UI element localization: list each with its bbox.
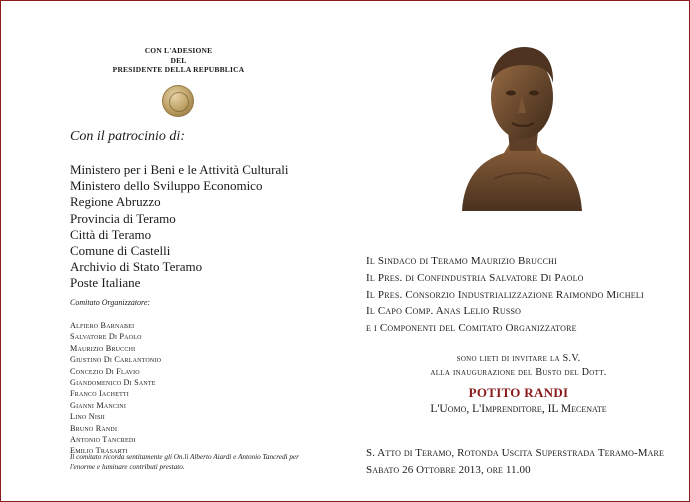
patronage-list	[70, 162, 288, 292]
endorsement-line: DEL	[170, 55, 187, 65]
committee-label: Comitato Organizzatore:	[70, 298, 151, 307]
event-datetime: Sabato 26 Ottobre 2013, ore 11.00	[366, 463, 531, 476]
patronage-label: Con il patrocinio di:	[70, 129, 185, 144]
patron-item: Regione Abruzzo	[70, 194, 161, 210]
patron-item: Città di Teramo	[70, 226, 152, 242]
patron-item: Archivio di Stato Teramo	[70, 259, 203, 275]
committee-member: Salvatore Di Paolo	[70, 332, 142, 342]
committee-member: Bruno Randi	[70, 423, 118, 433]
invite-line: sono lieti di invitare la S.V.	[456, 353, 581, 364]
invite-line: alla inaugurazione del Busto del Dott.	[430, 366, 607, 378]
host-line: Il Capo Comp. Anas Lelio Russo	[366, 305, 522, 318]
acknowledgement-note: Il comitato ricorda sentitamente gli On.li Alberto Aiardi e Antonio Tancredi per l'enorme e luminare contributi prestato.	[70, 453, 299, 471]
right-panel	[346, 1, 689, 501]
committee-member: Lino Nisii	[70, 412, 105, 422]
endorsement-line: PRESIDENTE DELLA REPUBBLICA	[112, 65, 245, 74]
host-line: Il Pres. Consorzio Industrializzazione Raimondo Micheli	[366, 288, 644, 301]
endorsement-line: CON L'ADESIONE	[144, 46, 213, 55]
honoree-tagline: L'Uomo, L'Imprenditore, IL Mecenate	[430, 403, 607, 415]
invitation-text	[366, 352, 671, 379]
committee-member: Franco Iachetti	[70, 389, 129, 399]
patron-item: Comune di Castelli	[70, 243, 171, 259]
patron-item: Ministero per i Beni e le Attività Culturali	[70, 162, 289, 177]
committee-list	[70, 320, 161, 457]
committee-member: Gianni Mancini	[70, 400, 127, 410]
event-location: S. Atto di Teramo, Rotonda Uscita Superstrada Teramo-Mare	[366, 447, 664, 459]
host-line: Il Sindaco di Teramo Maurizio Brucchi	[366, 255, 558, 267]
committee-member: Antonio Tancredi	[70, 435, 136, 445]
committee-member: Alfiero Barnabei	[70, 321, 135, 330]
left-panel	[1, 1, 346, 501]
event-details	[366, 445, 681, 478]
committee-member: Concezio Di Flavio	[70, 366, 140, 376]
presidential-seal-icon	[162, 85, 194, 117]
committee-member: Emilio Trasarti	[70, 446, 128, 456]
host-line: Il Pres. di Confindustria Salvatore Di Paolo	[366, 271, 584, 284]
committee-member: Giandomenico Di Sante	[70, 378, 156, 388]
bronze-bust-image	[454, 39, 589, 217]
patron-item: Provincia di Teramo	[70, 210, 176, 226]
patron-item: Poste Italiane	[70, 275, 141, 291]
hosts-list	[366, 253, 644, 337]
presidential-endorsement	[96, 46, 261, 75]
committee-member: Giustino Di Carlantonio	[70, 355, 162, 365]
host-line: e i Componenti del Comitato Organizzatore	[366, 322, 577, 335]
honoree-name: POTITO RANDI	[468, 385, 569, 400]
committee-member: Maurizio Brucchi	[70, 343, 136, 353]
patron-item: Ministero dello Sviluppo Economico	[70, 178, 263, 194]
